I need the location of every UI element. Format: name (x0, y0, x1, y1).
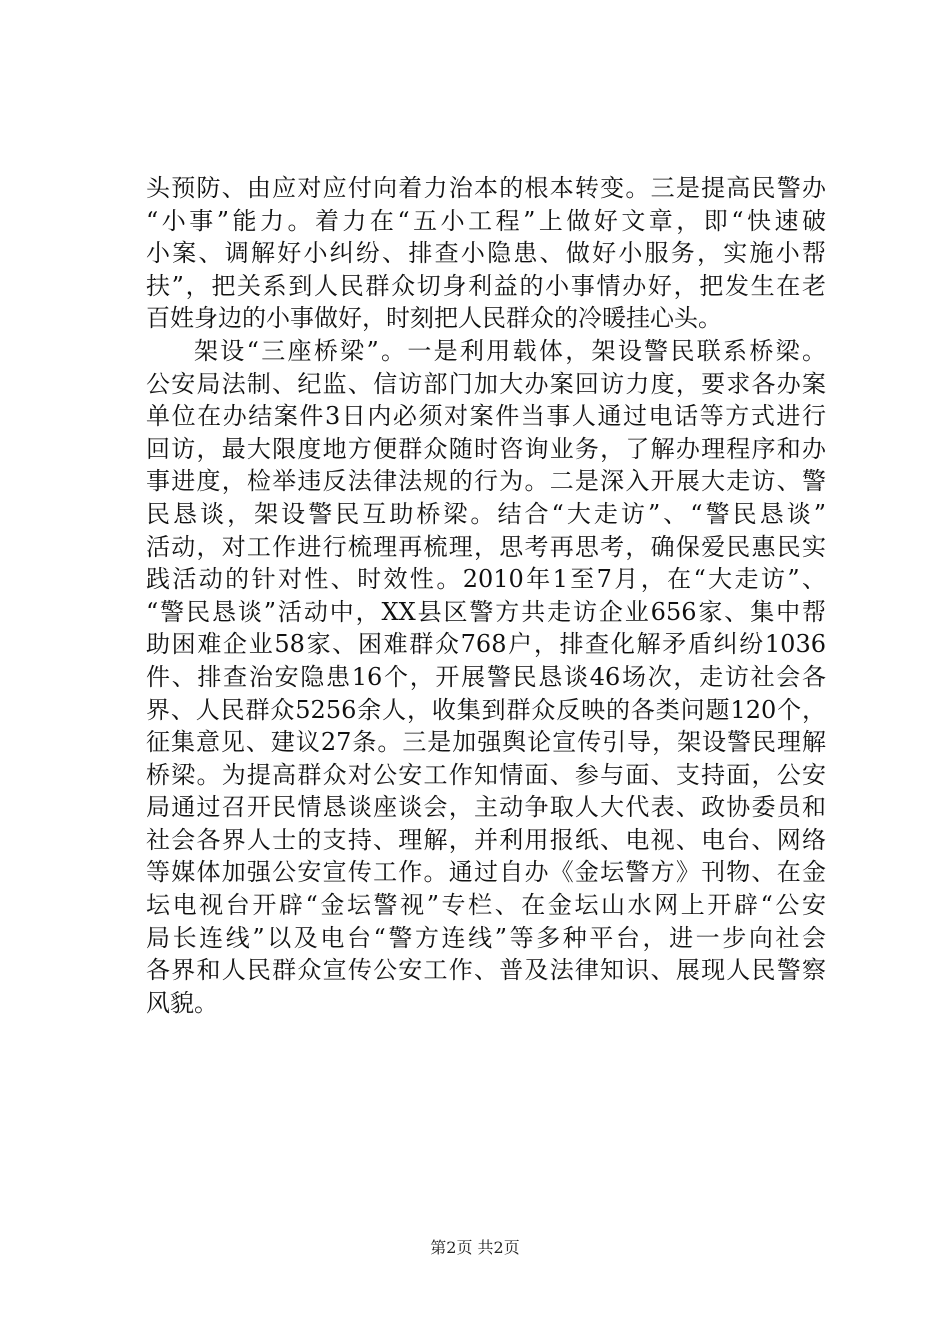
text-line: 征集意见、建议27条。三是加强舆论宣传引导，架设警民理解 (146, 728, 826, 757)
text-line: 界、人民群众5256余人，收集到群众反映的各类问题120个， (146, 695, 826, 724)
text-line: 践活动的针对性、时效性。2010年1至7月，在“大走访”、 (146, 565, 826, 594)
text-line: 桥梁。为提高群众对公安工作知情面、参与面、支持面，公安 (146, 760, 826, 789)
text-line: 坛电视台开辟“金坛警视”专栏、在金坛山水网上开辟“公安 (146, 891, 826, 920)
text-line: 公安局法制、纪监、信访部门加大办案回访力度，要求各办案 (146, 369, 826, 398)
text-line: 局通过召开民情恳谈座谈会，主动争取人大代表、政协委员和 (146, 793, 826, 822)
text-line: 活动，对工作进行梳理再梳理，思考再思考，确保爱民惠民实 (146, 532, 826, 561)
text-line: 民恳谈，架设警民互助桥梁。结合“大走访”、“警民恳谈” (146, 499, 826, 528)
text-line: 架设“三座桥梁”。一是利用载体，架设警民联系桥梁。 (194, 336, 826, 365)
text-line: “小事”能力。着力在“五小工程”上做好文章，即“快速破 (146, 206, 826, 235)
page-number-footer: 第2页 共2页 (430, 1238, 520, 1257)
text-line: 社会各界人士的支持、理解，并利用报纸、电视、电台、网络 (146, 825, 826, 854)
text-line: 风貌。 (146, 988, 218, 1017)
text-line: 百姓身边的小事做好，时刻把人民群众的冷暖挂心头。 (146, 304, 722, 333)
text-line: 小案、调解好小纠纷、排查小隐患、做好小服务，实施小帮 (146, 239, 826, 268)
text-line: 各界和人民群众宣传公安工作、普及法律知识、展现人民警察 (146, 956, 826, 985)
text-line: 回访，最大限度地方便群众随时咨询业务，了解办理程序和办 (146, 434, 826, 463)
text-line: 事进度，检举违反法律法规的行为。二是深入开展大走访、警 (146, 467, 826, 496)
body-text (146, 172, 826, 1019)
text-line: 头预防、由应对应付向着力治本的根本转变。三是提高民警办 (146, 174, 826, 202)
text-line: 扶”，把关系到人民群众切身利益的小事情办好，把发生在老 (146, 271, 826, 300)
text-line: 件、排查治安隐患16个，开展警民恳谈46场次，走访社会各 (146, 662, 826, 691)
text-line: “警民恳谈”活动中，XX县区警方共走访企业656家、集中帮 (146, 597, 826, 626)
text-line: 单位在办结案件3日内必须对案件当事人通过电话等方式进行 (146, 402, 826, 431)
text-line: 等媒体加强公安宣传工作。通过自办《金坛警方》刊物、在金 (146, 858, 826, 887)
text-line: 助困难企业58家、困难群众768户，排查化解矛盾纠纷1036 (146, 630, 826, 659)
text-line: 局长连线”以及电台“警方连线”等多种平台，进一步向社会 (146, 923, 826, 952)
